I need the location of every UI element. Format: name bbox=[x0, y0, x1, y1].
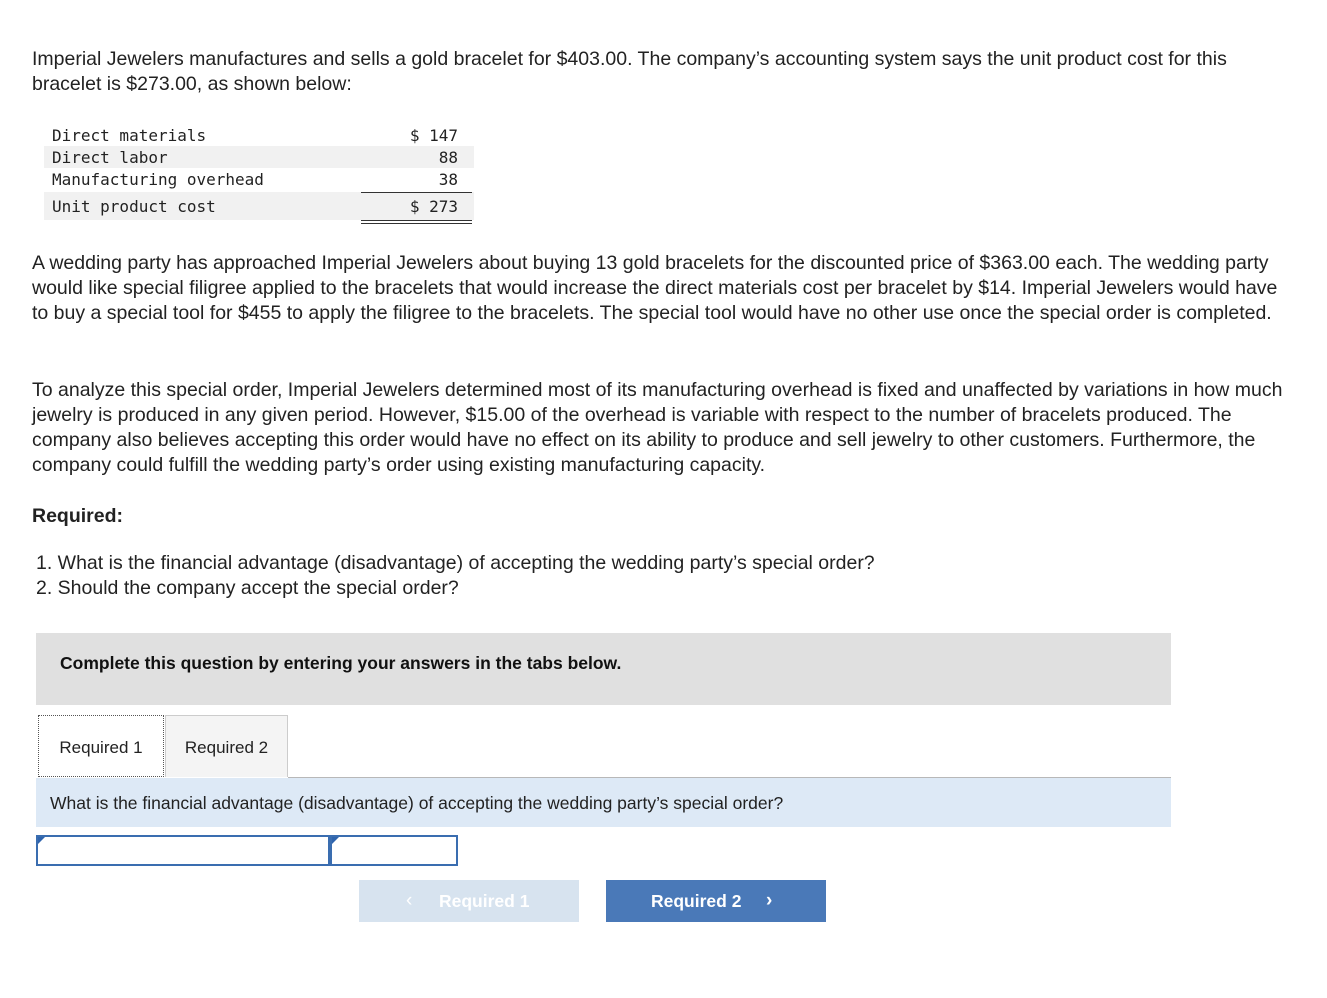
answer-amount-input[interactable] bbox=[330, 835, 458, 866]
required-heading: Required: bbox=[32, 505, 124, 527]
cost-row-direct-labor bbox=[44, 146, 474, 168]
required-item: 1. What is the financial advantage (disadvantage) of accepting the wedding party’s special order? bbox=[36, 552, 875, 574]
subtotal-rule bbox=[361, 192, 472, 193]
dropdown-marker-icon bbox=[332, 837, 339, 844]
answer-label-input[interactable] bbox=[36, 835, 330, 866]
prev-required-button[interactable] bbox=[359, 880, 579, 922]
chevron-right-icon: › bbox=[766, 890, 773, 911]
cost-label: Direct materials bbox=[52, 126, 207, 145]
required-list bbox=[36, 551, 875, 601]
next-required-button[interactable] bbox=[606, 880, 826, 922]
tab-label: Required 1 bbox=[59, 738, 143, 757]
tab-label: Required 2 bbox=[184, 738, 269, 757]
question-bar bbox=[36, 778, 1171, 827]
cost-row-direct-materials bbox=[44, 124, 474, 146]
cost-label: Direct labor bbox=[52, 148, 168, 167]
intro-paragraph: Imperial Jewelers manufactures and sells a gold bracelet for $403.00. The company’s accounting system says the unit product cost for this bracelet is $273.00, as shown below: bbox=[32, 48, 1227, 95]
instruction-banner bbox=[36, 633, 1171, 705]
cost-value: 88 bbox=[438, 148, 458, 167]
cost-value: $ 147 bbox=[409, 126, 458, 145]
instruction-text: Complete this question by entering your answers in the tabs below. bbox=[60, 653, 622, 673]
total-double-rule bbox=[361, 220, 472, 224]
cost-label: Unit product cost bbox=[52, 197, 216, 216]
cost-label: Manufacturing overhead bbox=[52, 170, 264, 189]
tab-required-1[interactable] bbox=[38, 715, 164, 777]
required-item: 2. Should the company accept the special order? bbox=[36, 577, 459, 599]
prev-button-label: Required 1 bbox=[439, 891, 530, 911]
question-text: What is the financial advantage (disadvantage) of accepting the wedding party’s special order? bbox=[50, 793, 784, 813]
tab-required-2[interactable] bbox=[165, 715, 288, 777]
special-order-paragraph: A wedding party has approached Imperial Jewelers about buying 13 gold bracelets for the discounted price of $363.00 each. The wedding party would like special filigree applied to the bracelets that would increase the direct materials cost per bracelet by $14. Imperial Jewelers would have to buy a special tool for $455 to apply the filigree to the bracelets. The special tool would have no other use once the special order is completed. bbox=[32, 252, 1278, 324]
cost-row-manufacturing-overhead bbox=[44, 168, 474, 190]
cost-value: $ 273 bbox=[409, 197, 458, 216]
cost-table bbox=[44, 124, 474, 220]
dropdown-marker-icon bbox=[38, 837, 45, 844]
cost-row-unit-product-cost bbox=[44, 192, 474, 220]
next-button-label: Required 2 bbox=[651, 891, 742, 911]
chevron-left-icon: ‹ bbox=[406, 890, 413, 911]
cost-value: 38 bbox=[438, 170, 458, 189]
analysis-paragraph: To analyze this special order, Imperial Jewelers determined most of its manufacturing overhead is fixed and unaffected by variations in how much jewelry is produced in any given period. However, $15.00 of the overhead is variable with respect to the number of bracelets produced. The company also believes accepting this order would have no effect on its ability to produce and sell jewelry to other customers. Furthermore, the company could fulfill the wedding party’s order using existing manufacturing capacity. bbox=[32, 379, 1283, 476]
